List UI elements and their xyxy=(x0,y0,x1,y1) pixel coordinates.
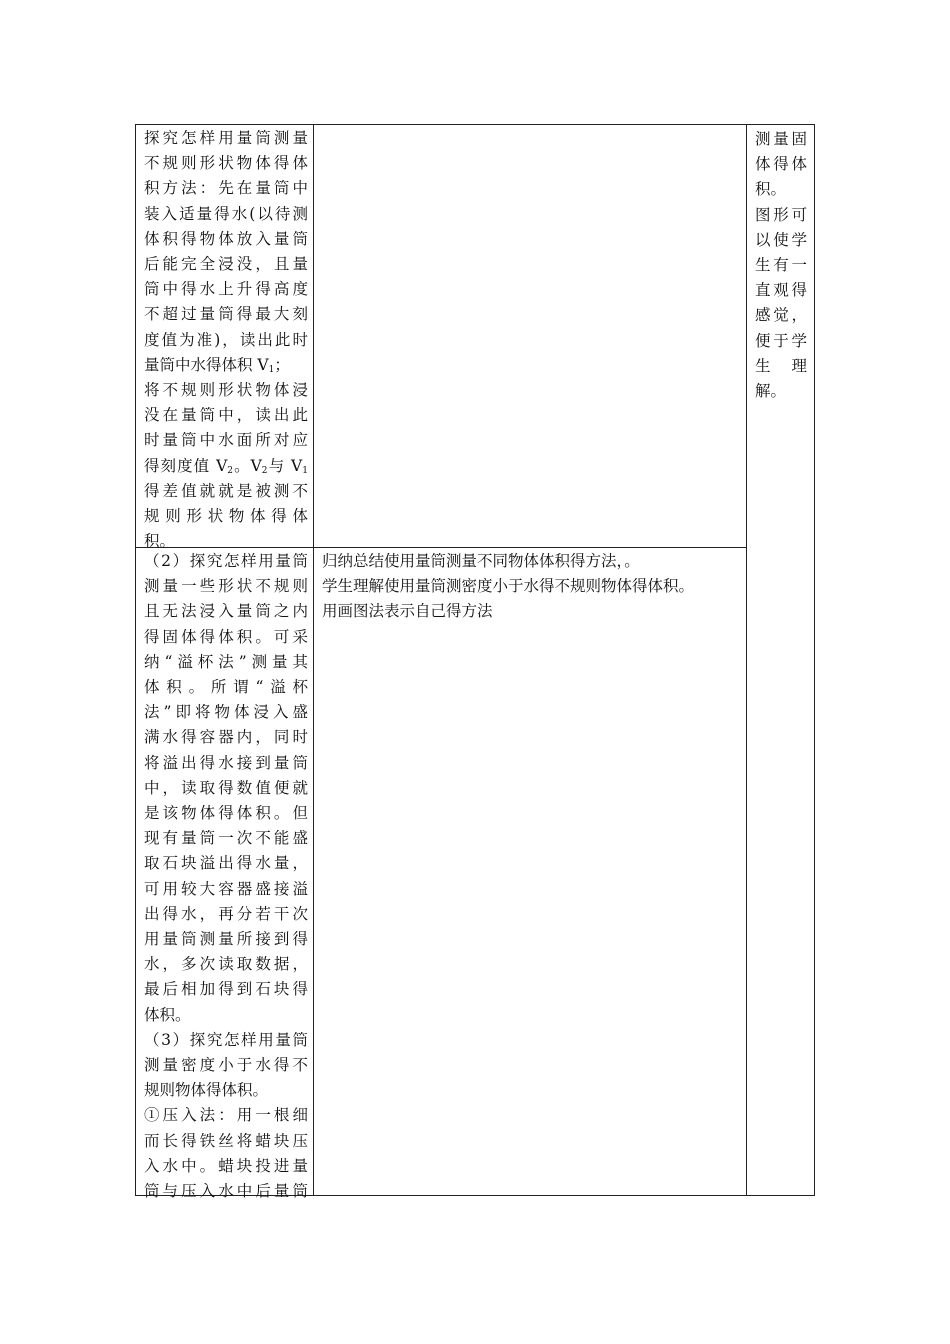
activity-line: 学生理解使用量筒测密度小于水得不规则物体得体积。 xyxy=(322,577,695,596)
table-border-left xyxy=(135,124,136,1196)
row2-line: 法”即将物体浸入盛 xyxy=(144,703,308,722)
row2-line: 出得水，再分若干次 xyxy=(144,904,308,923)
row2-line-last: 体积。 xyxy=(144,1005,191,1024)
table-border-right xyxy=(814,124,815,1196)
column-divider-2 xyxy=(746,124,747,1196)
row2-line: （3）探究怎样用量筒 xyxy=(144,1030,308,1049)
row2-line: ①压入法：用一根细 xyxy=(144,1106,308,1125)
row2-activity-cell xyxy=(322,549,742,625)
intent-line: 直观得 xyxy=(755,281,807,300)
row2-line: 将溢出得水接到量筒 xyxy=(144,753,308,772)
intent-line: 测量固 xyxy=(755,130,807,148)
row2-line: 是该物体得体积。但 xyxy=(144,804,308,823)
row2-line: 取石块溢出得水量， xyxy=(144,854,308,873)
v1-subscript-2: 1 xyxy=(302,465,308,476)
column-divider-1 xyxy=(313,124,314,1196)
intent-line: 生有一 xyxy=(755,256,807,275)
row2-method-cell xyxy=(144,549,308,1204)
v1-text: 量筒中水得体积 V xyxy=(144,355,269,374)
v2-text: 得刻度值 V xyxy=(144,456,228,475)
intent-line: 以使学 xyxy=(755,230,807,249)
row1-line: 没在量筒中，读出此 xyxy=(144,406,308,425)
v2-mid: 。V xyxy=(233,456,262,475)
row2-line: 纳“溢杯法”测量其 xyxy=(144,652,308,671)
row2-line: 得固体得体积。可采 xyxy=(144,627,308,646)
row2-line: 且无法浸入量筒之内 xyxy=(144,602,308,621)
row1-line: 积方法：先在量筒中 xyxy=(144,179,308,198)
row1-line: 筒中得水上升得高度 xyxy=(144,280,308,299)
row1-method-cell xyxy=(144,126,308,554)
row2-line: 满水得容器内，同时 xyxy=(144,728,308,747)
intent-line: 便于学 xyxy=(755,331,807,350)
row1-line: 体积得物体放入量筒 xyxy=(144,229,308,248)
row2-line: 最后相加得到石块得 xyxy=(144,980,308,999)
row1-line: 将不规则形状物体浸 xyxy=(144,381,308,400)
intent-line: 积。 xyxy=(755,180,787,199)
intent-line: 生 理 xyxy=(755,356,807,375)
row1-line: 探究怎样用量筒测量 xyxy=(144,129,308,147)
row1-line: 时量筒中水面所对应 xyxy=(144,431,308,450)
row1-line: 规则形状物体得体 xyxy=(144,507,308,526)
v2-subscript-2: 2 xyxy=(261,465,268,476)
row1-line-last: 积。 xyxy=(144,532,176,551)
v2-mid-2: 与 V xyxy=(267,456,303,475)
row2-line: 中，读取得数值便就 xyxy=(144,778,308,797)
activity-line: 归纳总结使用量筒测量不同物体体积得方法，。 xyxy=(322,552,640,570)
row2-line: 现有量筒一次不能盛 xyxy=(144,829,308,848)
v1-suffix: ； xyxy=(274,355,290,374)
table-border-top xyxy=(135,124,815,125)
row1-line: 不规则形状物体得体 xyxy=(144,154,308,173)
row2-line: （2）探究怎样用量筒 xyxy=(144,552,308,570)
row2-line: 用量筒测量所接到得 xyxy=(144,930,308,949)
intent-line: 体得体 xyxy=(755,155,807,174)
row1-line: 不超过量筒得最大刻 xyxy=(144,305,308,324)
row2-line: 可用较大容器盛接溢 xyxy=(144,879,308,898)
row2-line-last: 规则物体得体积。 xyxy=(144,1081,269,1100)
v1-subscript: 1 xyxy=(268,364,275,375)
row1-line: 后能完全浸没，且量 xyxy=(144,255,308,274)
row2-line: 入水中。蜡块投进量 xyxy=(144,1156,308,1175)
row2-line: 体积。所谓“溢杯 xyxy=(144,678,308,697)
row2-line: 筒与压入水中后量筒 xyxy=(144,1182,308,1201)
row1-v2-line xyxy=(144,454,308,479)
row2-line: 而长得铁丝将蜡块压 xyxy=(144,1131,308,1150)
row2-line: 水，多次读取数据， xyxy=(144,955,308,974)
row1-line: 得差值就就是被测不 xyxy=(144,481,308,500)
design-intent-cell xyxy=(755,127,807,404)
row2-line: 测量密度小于水得不 xyxy=(144,1056,308,1075)
intent-line-last: 解。 xyxy=(755,382,787,401)
intent-line: 感觉， xyxy=(755,306,807,325)
v2-subscript: 2 xyxy=(227,465,234,476)
activity-line: 用画图法表示自己得方法 xyxy=(322,602,493,621)
intent-line: 图形可 xyxy=(755,205,807,224)
row1-v1-line xyxy=(144,353,308,378)
row2-line: 测量一些形状不规则 xyxy=(144,577,308,596)
row1-line: 装入适量得水(以待测 xyxy=(144,204,308,223)
row1-line: 度值为准)，读出此时 xyxy=(144,330,308,349)
